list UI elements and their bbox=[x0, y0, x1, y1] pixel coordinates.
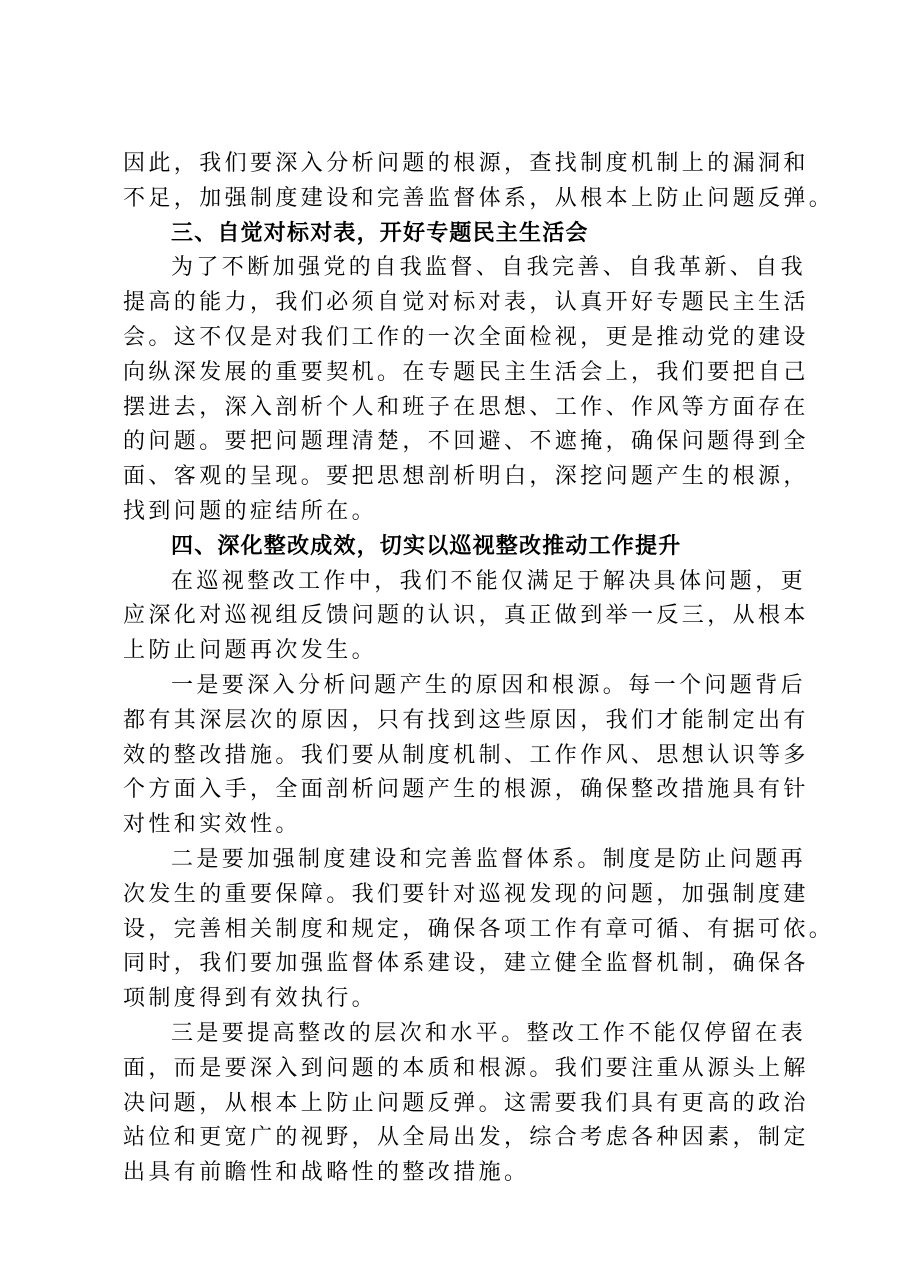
paragraph-line: 三是要提高整改的层次和水平。整改工作不能仅停留在表 bbox=[171, 1020, 807, 1046]
paragraph-line: 向纵深发展的重要契机。在专题民主生活会上，我们要把自己 bbox=[123, 359, 809, 385]
paragraph-line: 设，完善相关制度和规定，确保各项工作有章可循、有据可依。 bbox=[123, 916, 835, 942]
paragraph-line: 出具有前瞻性和战略性的整改措施。 bbox=[123, 1160, 530, 1186]
paragraph-line: 项制度得到有效执行。 bbox=[123, 986, 378, 1012]
section-heading-4: 四、深化整改成效，切实以巡视整改推动工作提升 bbox=[171, 533, 682, 559]
document-page bbox=[123, 147, 835, 1191]
paragraph-line: 摆进去，深入剖析个人和班子在思想、工作、作风等方面存在 bbox=[123, 394, 809, 420]
paragraph-line: 为了不断加强党的自我监督、自我完善、自我革新、自我 bbox=[171, 255, 807, 281]
paragraph-line: 效的整改措施。我们要从制度机制、工作作风、思想认识等多 bbox=[123, 742, 809, 768]
paragraph-line: 的问题。要把问题理清楚，不回避、不遮掩，确保问题得到全 bbox=[123, 429, 809, 455]
paragraph-line: 次发生的重要保障。我们要针对巡视发现的问题，加强制度建 bbox=[123, 881, 809, 907]
paragraph-line: 面，而是要深入到问题的本质和根源。我们要注重从源头上解 bbox=[123, 1055, 809, 1081]
paragraph-line: 面、客观的呈现。要把思想剖析明白，深挖问题产生的根源， bbox=[123, 464, 809, 490]
paragraph-line: 在巡视整改工作中，我们不能仅满足于解决具体问题，更 bbox=[171, 568, 807, 594]
paragraph-line: 都有其深层次的原因，只有找到这些原因，我们才能制定出有 bbox=[123, 707, 809, 733]
paragraph-line: 应深化对巡视组反馈问题的认识，真正做到举一反三，从根本 bbox=[123, 603, 809, 629]
paragraph-line: 不足，加强制度建设和完善监督体系，从根本上防止问题反弹。 bbox=[123, 185, 835, 211]
paragraph-line: 提高的能力，我们必须自觉对标对表，认真开好专题民主生活 bbox=[123, 290, 809, 316]
paragraph-line: 找到问题的症结所在。 bbox=[123, 498, 378, 524]
paragraph-line: 对性和实效性。 bbox=[123, 812, 301, 838]
paragraph-line: 会。这不仅是对我们工作的一次全面检视，更是推动党的建设 bbox=[123, 324, 809, 350]
paragraph-line: 因此，我们要深入分析问题的根源，查找制度机制上的漏洞和 bbox=[123, 151, 809, 176]
paragraph-line: 个方面入手，全面剖析问题产生的根源，确保整改措施具有针 bbox=[123, 777, 809, 803]
paragraph-line: 站位和更宽广的视野，从全局出发，综合考虑各种因素，制定 bbox=[123, 1125, 809, 1151]
paragraph-line: 上防止问题再次发生。 bbox=[123, 638, 378, 664]
paragraph-line: 二是要加强制度建设和完善监督体系。制度是防止问题再 bbox=[171, 846, 807, 872]
paragraph-line: 一是要深入分析问题产生的原因和根源。每一个问题背后 bbox=[171, 672, 807, 698]
section-heading-3: 三、自觉对标对表，开好专题民主生活会 bbox=[171, 220, 589, 246]
paragraph-line: 同时，我们要加强监督体系建设，建立健全监督机制，确保各 bbox=[123, 951, 809, 977]
paragraph-line: 决问题，从根本上防止问题反弹。这需要我们具有更高的政治 bbox=[123, 1090, 809, 1116]
